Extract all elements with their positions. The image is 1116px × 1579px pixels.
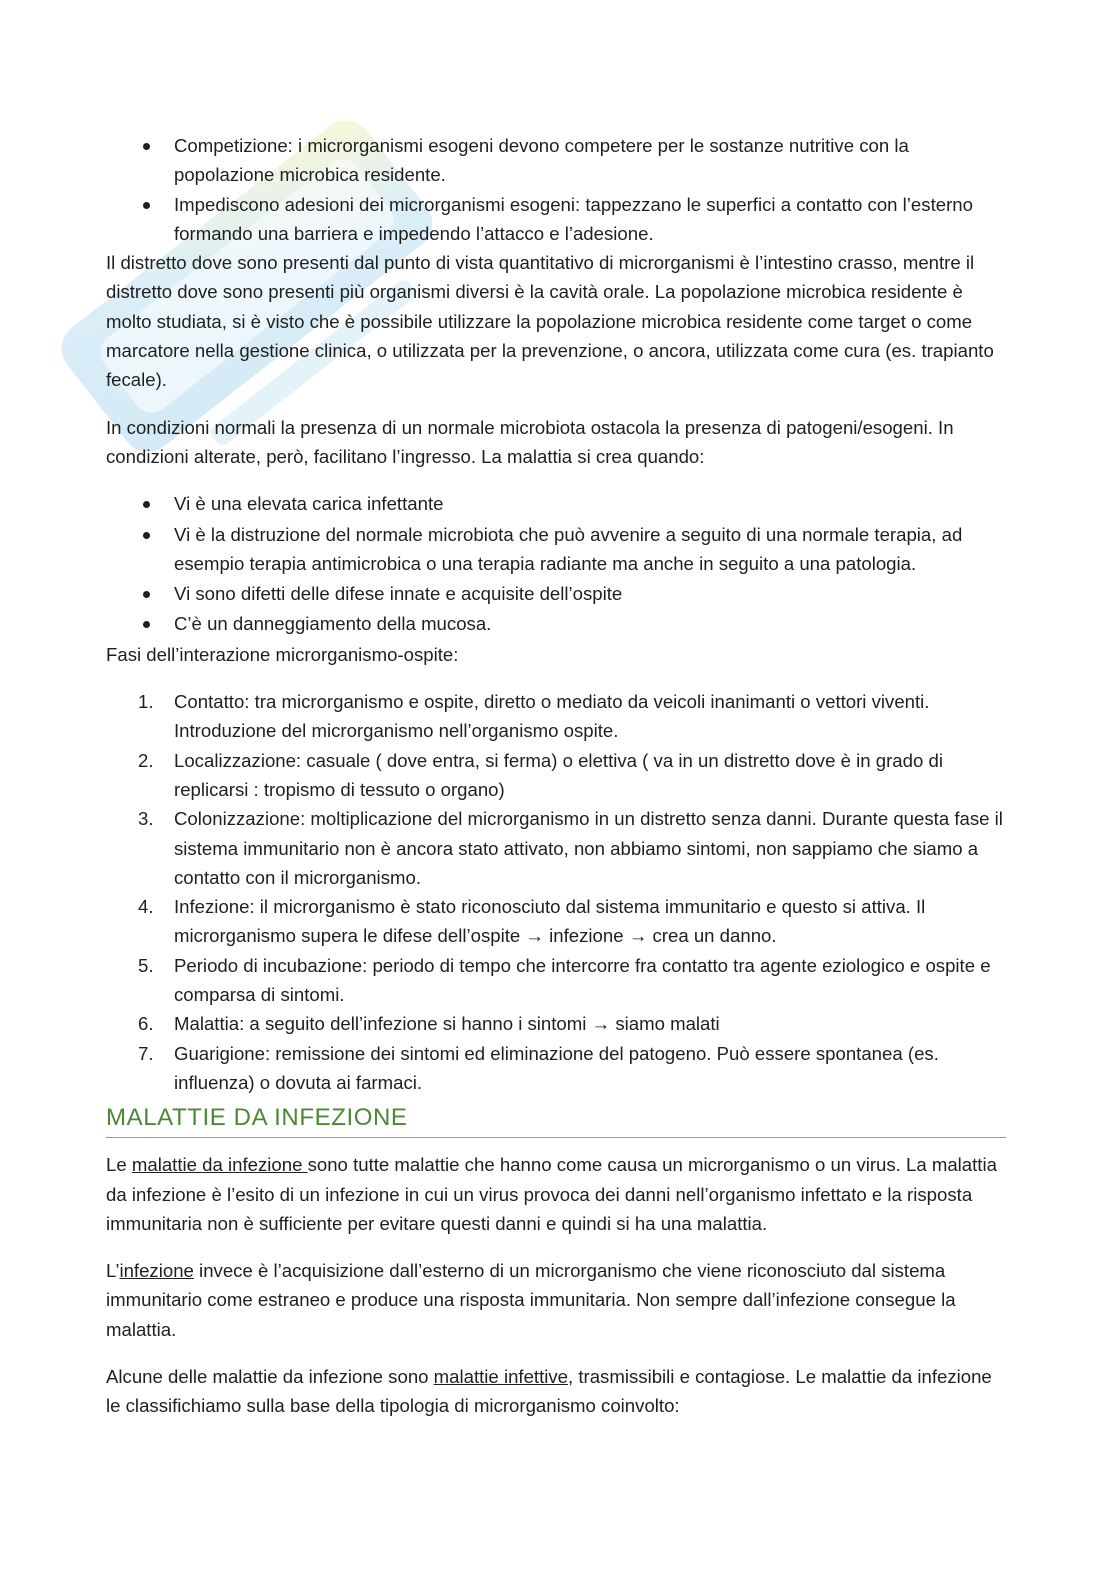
text-run: sono tutte malattie che hanno come causa un microrganismo o un virus. La malattia da infezione è l’esito di un infezione in cui un virus provoca dei danni nell’organismo infettato e la risposta immunitaria non è sufficiente per evitare questi danni e quindi si ha una malattia. bbox=[106, 1154, 997, 1234]
list-item: Vi sono difetti delle difese innate e acquisite dell’ospite bbox=[106, 579, 1010, 608]
list-item: Vi è la distruzione del normale microbiota che può avvenire a seguito di una normale terapia, ad esempio terapia antimicrobica o una terapia radiante ma anche in seguito a una patologia. bbox=[106, 520, 1010, 579]
paragraph-infection bbox=[106, 1256, 1010, 1344]
text-run: invece è l’acquisizione dall’esterno di un microrganismo che viene riconosciuto dal sistema immunitario come estraneo e produce una risposta immunitaria. Non sempre dall’infezione consegue la malattia. bbox=[106, 1260, 956, 1340]
list-number: 5. bbox=[138, 954, 154, 976]
list-number: 1. bbox=[138, 691, 154, 713]
paragraph-classification bbox=[106, 1362, 1010, 1421]
paragraph-infectious-diseases bbox=[106, 1150, 1010, 1238]
list-number: 3. bbox=[138, 808, 154, 830]
underlined-term: infezione bbox=[119, 1260, 194, 1282]
list-item-text: Guarigione: remissione dei sintomi ed eliminazione del patogeno. Può essere spontanea (es. influenza) o dovuta ai farmaci. bbox=[174, 1042, 939, 1093]
list-item-text: Colonizzazione: moltiplicazione del microrganismo in un distretto senza danni. Durante questa fase il sistema immunitario non è ancora stato attivato, non abbiamo sintomi, non sappiamo che siamo a contatto con il microrganismo. bbox=[174, 808, 1003, 888]
list-item-text: Infezione: il microrganismo è stato riconosciuto dal sistema immunitario e questo si attiva. Il microrganismo supera le difese dell’ospite → infezione → crea un danno. bbox=[174, 896, 926, 947]
text-run: L’ bbox=[106, 1260, 120, 1282]
list-number: 2. bbox=[138, 749, 154, 771]
list-item-text: Malattia: a seguito dell’infezione si hanno i sintomi → siamo malati bbox=[174, 1013, 720, 1035]
list-item: Vi è una elevata carica infettante bbox=[106, 489, 1010, 518]
list-item-text: Contatto: tra microrganismo e ospite, diretto o mediato da veicoli inanimanti o vettori viventi. Introduzione del microrganismo nell’organismo ospite. bbox=[174, 691, 930, 742]
list-item bbox=[106, 687, 1010, 746]
list-item bbox=[106, 951, 1010, 1010]
text-run: Alcune delle malattie da infezione sono bbox=[106, 1365, 434, 1387]
underlined-term: malattie infettive bbox=[433, 1365, 569, 1387]
section-heading: MALATTIE DA INFEZIONE bbox=[106, 1101, 1006, 1138]
list-item: C’è un danneggiamento della mucosa. bbox=[106, 609, 1010, 638]
list-number: 7. bbox=[138, 1042, 154, 1064]
list-item bbox=[106, 892, 1010, 951]
disease-causes-list bbox=[106, 489, 1010, 638]
list-item bbox=[106, 804, 1010, 892]
underlined-term: malattie da infezione bbox=[131, 1154, 308, 1176]
mechanisms-list bbox=[106, 131, 1010, 248]
text-run: Le bbox=[106, 1154, 132, 1176]
phases-list bbox=[106, 687, 1010, 1097]
paragraph-districts: Il distretto dove sono presenti dal punto di vista quantitativo di microrganismi è l’intestino crasso, mentre il distretto dove sono presenti più organismi diversi è la cavità orale. La popolazione microbica residente è molto studiata, si è visto che è possibile utilizzare la popolazione microbica residente come target o come marcatore nella gestione clinica, o utilizzata per la prevenzione, o ancora, utilizzata come cura (es. trapianto fecale). bbox=[106, 252, 994, 391]
list-item bbox=[106, 1009, 1010, 1038]
list-item-text: Localizzazione: casuale ( dove entra, si ferma) o elettiva ( va in un distretto dove è in grado di replicarsi : tropismo di tessuto o organo) bbox=[174, 749, 943, 800]
list-item: Competizione: i microrganismi esogeni devono competere per le sostanze nutritive con la popolazione microbica residente. bbox=[106, 131, 1010, 190]
list-item bbox=[106, 746, 1010, 805]
list-number: 6. bbox=[138, 1013, 154, 1035]
paragraph-conditions: In condizioni normali la presenza di un normale microbiota ostacola la presenza di patogeni/esogeni. In condizioni alterate, però, facilitano l’ingresso. La malattia si crea quando: bbox=[106, 416, 954, 467]
text-run: , trasmissibili e contagiose. Le malattie da infezione le classifichiamo sulla base della tipologia di microrganismo coinvolto: bbox=[106, 1365, 992, 1417]
document-body bbox=[106, 131, 1010, 1421]
list-number: 4. bbox=[138, 896, 154, 918]
list-item: Impediscono adesioni dei microrganismi esogeni: tappezzano le superfici a contatto con l’esterno formando una barriera e impedendo l’attacco e l’adesione. bbox=[106, 190, 1010, 249]
phases-title: Fasi dell’interazione microrganismo-ospite: bbox=[106, 643, 459, 665]
list-item-text: Periodo di incubazione: periodo di tempo che intercorre fra contatto tra agente eziologico e ospite e comparsa di sintomi. bbox=[174, 954, 991, 1006]
list-item bbox=[106, 1039, 1010, 1098]
